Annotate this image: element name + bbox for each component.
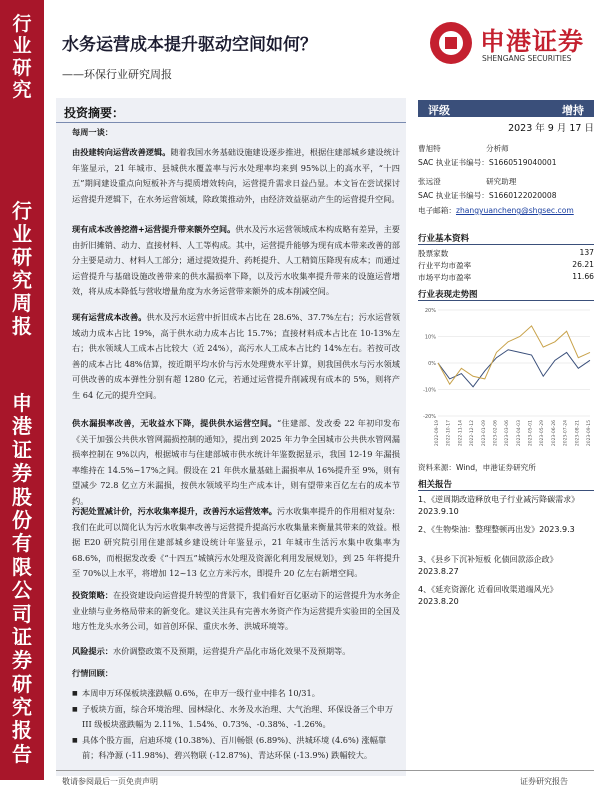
x-tick-label: 2022-09-19 bbox=[435, 420, 440, 447]
related-item[interactable]: 4、《延充资源化 近看回收渠道端风光》2023.8.20 bbox=[418, 585, 558, 606]
chart-series-line-1 bbox=[438, 326, 590, 384]
rating-value: 增持 bbox=[562, 104, 584, 117]
x-tick-label: 2022-11-14 bbox=[458, 420, 464, 447]
sidebar-bottom-char: 券 bbox=[12, 648, 32, 673]
sidebar-bottom-char: 究 bbox=[12, 695, 32, 720]
list-item: ■ 具体个股方面，启迪环境 (10.38%)、百川畅银 (6.89%)、洪城环境 (4.6%) 涨幅靠前；科净源 (-11.98%)、碧兴物联 (-12.87%)、青达环保 (-13.9%) 跌幅较大。 bbox=[72, 733, 398, 764]
x-tick-label: 2023-06-26 bbox=[551, 420, 557, 447]
sidebar-bottom-char: 证 bbox=[12, 624, 32, 649]
sidebar-bottom-char: 研 bbox=[12, 671, 32, 696]
x-tick-label: 2023-08-21 bbox=[575, 420, 581, 447]
chart-title: 行业表现走势图 bbox=[418, 290, 478, 300]
email-link[interactable]: zhangyuancheng@shgsec.com bbox=[455, 206, 574, 215]
sidebar-bottom-char: 券 bbox=[12, 461, 32, 486]
x-tick-label: 2023-01-09 bbox=[481, 420, 487, 447]
sidebar-mid-char: 行 bbox=[12, 199, 32, 223]
summary-title: 投资摘要： bbox=[64, 106, 125, 120]
paragraph-2: 现有成本改善挖潜+运营提升带来额外空间。供水及污水运营领域成本构成略有差异，主要由折旧摊销、动力、直接材料、人工等构成。其中，运营提升能够为现有成本带来改善的部分主要是动力、材料人工部分；通过提效提升、药耗提升、人工精简压降现有成本；而通过运营提升与基础设施改善带来的供水漏损率下降，以及污水收集率提升带来的设施运营增效，将从成本降低与营收增量角度为水务运营带来额外的成本削减空间。 bbox=[72, 224, 400, 296]
y-tick-label: 10% bbox=[424, 334, 436, 341]
sidebar-mid-char: 业 bbox=[12, 222, 32, 246]
sidebar-label-bottom bbox=[0, 392, 44, 766]
x-tick-label: 2023-02-06 bbox=[493, 420, 499, 447]
logo-name: 申港证券 bbox=[480, 27, 585, 56]
paragraph-4: 供水漏损率改善，无收益水下降，提供供水运营空间。“住建部、发改委 22 年初印发布《关于加强公共供水管网漏损控制的通知》，提出到 2025 年力争全国城市公共供水管网漏损率控制在 9%以内，根据城市与住建部城市供水统计年鉴数据显示，我国 12-19 年漏损率维持在 14.5%~17%之间。假设在 21 年供水量基础上漏损率从 16%提升至 9%，则有望减少 72.8 亿立方米漏损，按供水领域平均生产成本计，则有望带来百亿左右的成本节约。 bbox=[72, 418, 400, 506]
analyst-2: 张远澄 研究助理 bbox=[418, 177, 517, 186]
paragraph-1: 由投建转向运营改善逻辑。随着我国水务基础设施建设逐步推进，根据住建部城乡建设统计年鉴显示，21 年城市、县城供水覆盖率与污水处理率均来到 95%以上的高水平，“十四五”期间建设重点向短板补齐与提质增效转向，运营提升需求日益凸显。本文旨在尝试探讨运营提升逻辑下，在水务运营领域，除政策推动外，由经济效益驱动产生的运营提升空间。 bbox=[72, 147, 400, 204]
related-item[interactable]: 2、《生物柴油：整理整顿再出发》2023.9.3 bbox=[418, 525, 575, 534]
sidebar-band bbox=[0, 0, 44, 780]
summary-panel bbox=[56, 98, 406, 776]
sidebar-bottom-char: 告 bbox=[12, 741, 32, 766]
x-tick-label: 2023-04-03 bbox=[516, 420, 522, 447]
sidebar-bottom-char: 司 bbox=[12, 601, 32, 626]
sidebar-mid-char: 研 bbox=[12, 245, 32, 269]
sidebar-bottom-char: 报 bbox=[12, 718, 32, 743]
x-tick-label: 2022-10-17 bbox=[446, 420, 452, 447]
sidebar-bottom-char: 申 bbox=[12, 391, 32, 415]
rating-label: 评级 bbox=[428, 104, 450, 117]
paragraph-5: 污泥处置减计价，污水收集率提升，改善污水运营效率。污水收集率提升的作用相对复杂：我们在此可以简化认为污水收集率改善与运营提升提高污水收集量来衡量其带来的效益。根据 E20 研究院引用住建部城乡建设统计年鉴显示，21 年城市生活污水集中收集率为 68.6%，而根据发改委《“十四五”城镇污水处理及资源化利用发展规划》，到 25 年将提升至 70%以上水平，将增加 12~13 亿立方米污水，即提升 20 亿左右新增空间。 bbox=[72, 506, 400, 578]
y-tick-label: 20% bbox=[424, 308, 436, 314]
weekly-title: 每周一谈： bbox=[72, 127, 113, 137]
analyst-1-cert: SAC 执业证书编号：S1660519040001 bbox=[418, 158, 557, 167]
x-tick-label: 2023-07-24 bbox=[563, 420, 569, 447]
report-title: 水务运营成本提升驱动空间如何？ bbox=[62, 35, 317, 55]
performance-chart bbox=[422, 304, 594, 454]
sidebar-mid-char: 周 bbox=[12, 291, 32, 315]
report-date: 2023 年 9 月 17 日 bbox=[508, 123, 594, 134]
sidebar-top-char: 业 bbox=[12, 34, 32, 57]
report-subtitle: ——环保行业研究周报 bbox=[62, 68, 172, 81]
sidebar-bottom-char: 份 bbox=[12, 507, 32, 532]
analyst-email: 电子邮箱：zhangyuancheng@shgsec.com bbox=[418, 206, 574, 215]
related-item[interactable]: 3、《县乡下沉补短板 化债回款添企政》2023.8.27 bbox=[418, 555, 558, 576]
logo-name-en: SHENGANG SECURITIES bbox=[482, 54, 572, 63]
sidebar-bottom-char: 股 bbox=[12, 484, 32, 509]
sidebar-mid-char: 究 bbox=[12, 268, 32, 292]
review-title: 行情回顾： bbox=[72, 668, 113, 678]
sidebar-top-char: 究 bbox=[12, 78, 32, 101]
sidebar-top-char: 行 bbox=[12, 13, 32, 35]
list-item: ■ 子板块方面，综合环境治理、园林绿化、水务及水治理、大气治理、环保设备三个申万 III 级板块涨跌幅为 2.11%、1.54%、0.73%、-0.38%、-1.26%。 bbox=[72, 702, 398, 733]
sidebar-bottom-char: 有 bbox=[12, 531, 32, 556]
basic-info-title: 行业基本资料 bbox=[418, 234, 470, 244]
paragraph-7: 风险提示：水价调整政策不及预期，运营提升产品化市场化效果不及预期等。 bbox=[72, 646, 351, 656]
related-title: 相关报告 bbox=[418, 480, 453, 490]
sidebar-bottom-char: 证 bbox=[12, 437, 32, 462]
brand-logo bbox=[430, 20, 590, 72]
rating-bar bbox=[418, 100, 594, 117]
y-tick-label: 0% bbox=[428, 361, 436, 367]
analyst-1: 曹旭特 分析师 bbox=[418, 144, 509, 153]
sidebar-mid-char: 报 bbox=[12, 314, 32, 338]
footer-label: 证券研究报告 bbox=[520, 777, 568, 786]
chart-source: 资料来源：Wind，申港证券研究所 bbox=[418, 463, 536, 472]
x-tick-label: 2023-03-06 bbox=[505, 420, 511, 447]
paragraph-6: 投资策略：在投资建设向运营提升转型的背景下，我们看好百亿驱动下的运营提升为水务企业业绩与业务格局带来的新变化。建议关注具有完善水务资产作为运营提升实验田的全国及地方性龙头水务公司，如首创环保、重庆水务、洪城环境等。 bbox=[72, 590, 400, 631]
y-tick-label: -20% bbox=[423, 414, 436, 420]
sidebar-label-top bbox=[0, 14, 44, 101]
sidebar-bottom-char: 港 bbox=[12, 414, 32, 439]
list-item: ■ 本周申万环保板块涨跌幅 0.6%，在申万一级行业中排名 10/31。 bbox=[72, 686, 398, 702]
footer-disclaimer: 敬请参阅最后一页免责声明 bbox=[62, 777, 158, 786]
y-tick-label: -10% bbox=[423, 387, 436, 394]
analyst-2-cert: SAC 执业证书编号：S1660122020008 bbox=[418, 191, 557, 200]
paragraph-3: 现有运营成本改善。供水及污水运营中折旧成本占比在 28.6%、37.7%左右；污水运营领域动力成本占比 19%，高于供水动力成本占比 15.7%；直接材料成本占比在 10-13%左右；供水领域人工成本占比较大（近 24%），高污水人工成本占比约 14%左右。若按可改善的成本占比 48%估算，按近期平均水价与污水处理费水平计算，则我国供水与污水领域可供改善的成本弹性分别有超 1280 亿元，若通过运营提升削减现有成本的 5%，则将产生 64 亿元的提升空间。 bbox=[72, 312, 400, 400]
related-item[interactable]: 1、《逆周期改造释放电子行业减污降碳需求》2023.9.10 bbox=[418, 495, 580, 516]
review-list bbox=[72, 686, 398, 764]
x-tick-label: 2023-05-29 bbox=[540, 420, 546, 447]
x-tick-label: 2022-12-12 bbox=[470, 420, 476, 447]
sidebar-bottom-char: 限 bbox=[12, 554, 32, 579]
sidebar-top-char: 研 bbox=[12, 56, 32, 79]
x-tick-label: 2023-05-01 bbox=[528, 420, 534, 447]
sidebar-bottom-char: 公 bbox=[12, 578, 32, 603]
x-tick-label: 2023-09-15 bbox=[587, 420, 592, 447]
sidebar-label-mid bbox=[0, 200, 44, 338]
